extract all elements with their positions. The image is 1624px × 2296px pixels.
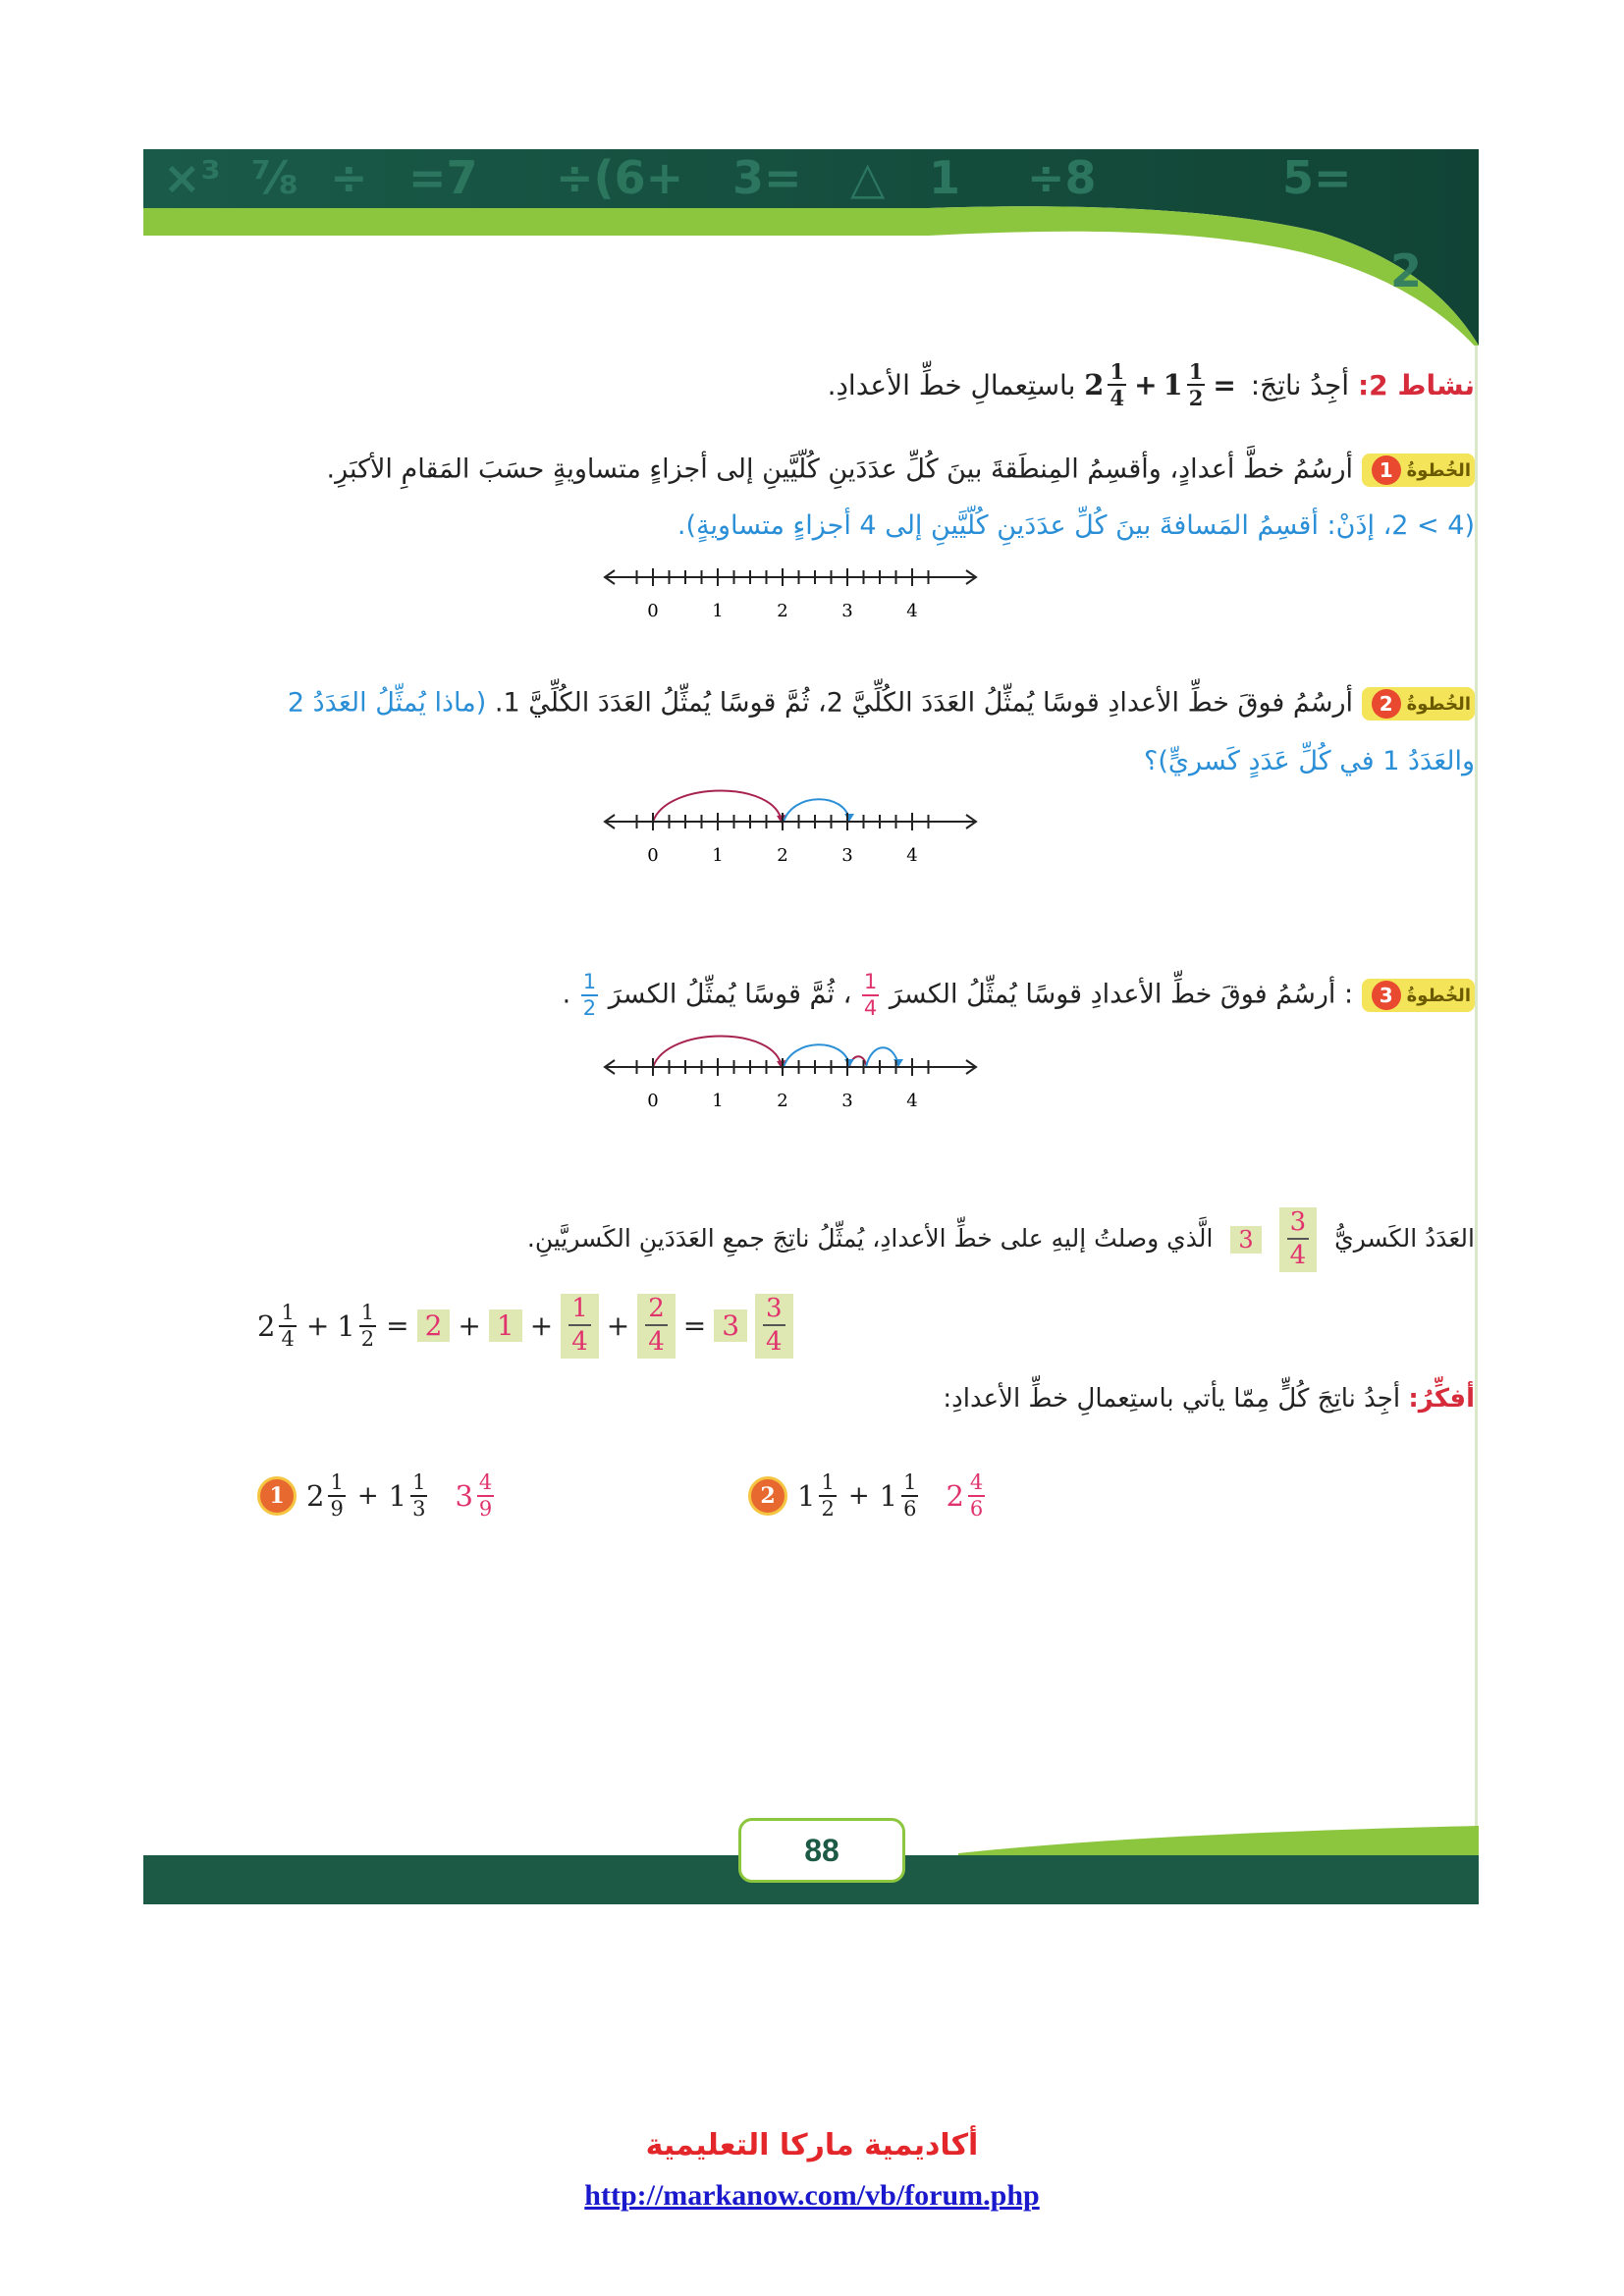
activity-instruction: أجِدُ ناتِجَ:: [1250, 369, 1350, 401]
activity-label: نشاط 2:: [1357, 369, 1475, 401]
exercise-2: 2 1 $\frac{1}{2}$ + 1 $\frac{1}{6}$ 2 $\frac{4}{6}$: [748, 1472, 987, 1520]
forum-link[interactable]: http://markanow.com/vb/forum.php: [584, 2179, 1040, 2212]
tick-label: 3: [841, 601, 853, 621]
arc-half: [866, 1047, 898, 1067]
think-label: أفكِّرُ:: [1408, 1384, 1475, 1414]
exercise-1-answer: 3 $\frac{4}{9}$: [455, 1470, 493, 1521]
sum-equation: 2 $\frac{1}{4}$ + 1 $\frac{1}{2}$ = 2 + 1 + $\frac{1}{4}$ + $\frac{2}{4}$ = 3 3 4: [257, 1294, 793, 1359]
tick-label: 0: [647, 1091, 659, 1111]
activity-heading: [828, 361, 1475, 408]
tick-label: 1: [712, 1091, 724, 1111]
step-1-badge: الخُطوةُ 1: [1362, 454, 1475, 487]
result-whole-box: 3: [1230, 1226, 1261, 1254]
result-sentence: العَدَدُ الكَسريُّ 3 $\frac{3}{4}$ الَّذي وصلتُ إليهِ على خطِّ الأعدادِ، يُمثِّلُ ناتِجَ جمعِ العَدَدَينِ الكَسريَّينِ.: [526, 1207, 1475, 1271]
equation-box-whole-1: 1: [489, 1309, 522, 1342]
equation-box-result-whole: 3: [714, 1309, 747, 1342]
svg-text:1: 1: [929, 151, 961, 204]
equation-box-fraction-1: $\frac{1}{4}$: [561, 1294, 599, 1359]
tick-label: 1: [712, 845, 724, 866]
page-number: 88: [738, 1818, 905, 1883]
equation-box-result-fraction: 3 4: [755, 1294, 793, 1359]
exercise-1: 1 2 $\frac{1}{9}$ + 1 $\frac{1}{3}$ 3 $\frac{4}{9}$: [257, 1472, 496, 1520]
page-edge-line: [1475, 346, 1478, 1847]
step-3-fraction-half: $\frac{1}{2}$: [582, 970, 597, 1020]
step-2-text: الخُطوةُ 2 أرسُمُ فوقَ خطِّ الأعدادِ قوسًا يُمثِّلُ العَدَدَ الكُلِّيَّ 2، ثُمَّ قوسًا يُمثِّلُ العَدَدَ الكُلِّيَّ 1. (ماذا يُمثِّلُ العَدَدُ 2: [288, 687, 1475, 721]
step-3-text: الخُطوةُ 3 : أرسُمُ فوقَ خطِّ الأعدادِ قوسًا يُمثِّلُ الكسرَ $\frac{1}{4}$ ، ثُمَّ قوسًا يُمثِّلُ الكسرَ $\frac{1}{2}$ .: [563, 972, 1475, 1019]
arc-whole-1: [784, 1044, 849, 1067]
step-3-fraction-quarter: $\frac{1}{4}$: [863, 970, 878, 1020]
tick-label: 1: [712, 601, 724, 621]
svg-text:3=: 3=: [732, 151, 802, 204]
header-banner: [143, 149, 1479, 346]
number-line-1: [599, 558, 982, 636]
step-3-badge: الخُطوةُ 3: [1362, 979, 1475, 1012]
activity-instruction-end: باستِعمالِ خطِّ الأعدادِ.: [827, 369, 1076, 401]
svg-text:△: △: [850, 151, 886, 204]
svg-text:⅞: ⅞: [251, 151, 298, 204]
step-1-hint: (4 > 2، إذَنْ: أقسِمُ المَسافةَ بينَ كُلِّ عدَدَينِ كُلّيَّينِ إلى 4 أجزاءٍ متساويةٍ).: [677, 510, 1475, 541]
result-fraction-box: $\frac{3}{4}$: [1279, 1207, 1318, 1272]
number-line-2: [599, 780, 982, 879]
tick-label: 0: [647, 601, 659, 621]
exercise-2-answer: 2 $\frac{4}{6}$: [946, 1470, 984, 1521]
svg-text:÷: ÷: [330, 151, 368, 204]
equation-box-whole-2: 2: [417, 1309, 451, 1342]
arc-whole-1: [784, 799, 849, 822]
tick-label: 4: [906, 845, 918, 866]
exercise-2-number: 2: [748, 1476, 787, 1516]
step-2-badge: الخُطوةُ 2: [1362, 687, 1475, 721]
svg-text:×³: ×³: [163, 151, 221, 204]
tick-label: 2: [777, 1091, 788, 1111]
svg-text:5=: 5=: [1282, 151, 1352, 204]
svg-text:÷(6+: ÷(6+: [556, 151, 684, 204]
svg-text:=7: =7: [408, 151, 478, 204]
svg-text:÷8: ÷8: [1027, 151, 1097, 204]
academy-name: أكاديمية ماركا التعليمية: [645, 2128, 979, 2163]
number-line-3: [599, 1026, 982, 1124]
equation-box-fraction-2: $\frac{2}{4}$: [637, 1294, 676, 1359]
exercise-1-number: 1: [257, 1476, 297, 1516]
svg-text:2: 2: [1390, 244, 1423, 297]
tick-label: 2: [777, 845, 788, 866]
think-prompt: أفكِّرُ: أجِدُ ناتِجَ كُلٍّ مِمّا يأتي باستِعمالِ خطِّ الأعدادِ:: [943, 1384, 1475, 1414]
step-2-hint: والعَدَدُ 1 في كُلِّ عَدَدٍ كَسريٍّ)؟: [1144, 746, 1475, 776]
tick-label: 3: [841, 845, 853, 866]
tick-label: 4: [906, 601, 918, 621]
tick-label: 4: [906, 1091, 918, 1111]
tick-label: 2: [777, 601, 788, 621]
tick-label: 0: [647, 845, 659, 866]
activity-expression: 2 $\frac{1}{4}$ + 1 $\frac{1}{2}$ =: [1084, 359, 1236, 410]
tick-label: 3: [841, 1091, 853, 1111]
step-1-text: الخُطوةُ 1 أرسُمُ خطَّ أعدادٍ، وأقسِمُ المِنطَقةَ بينَ كُلِّ عدَدَينِ كُلّيَّينِ إلى أجزاءٍ متساويةٍ حسَبَ المَقامِ الأكبَرِ.: [327, 454, 1475, 487]
